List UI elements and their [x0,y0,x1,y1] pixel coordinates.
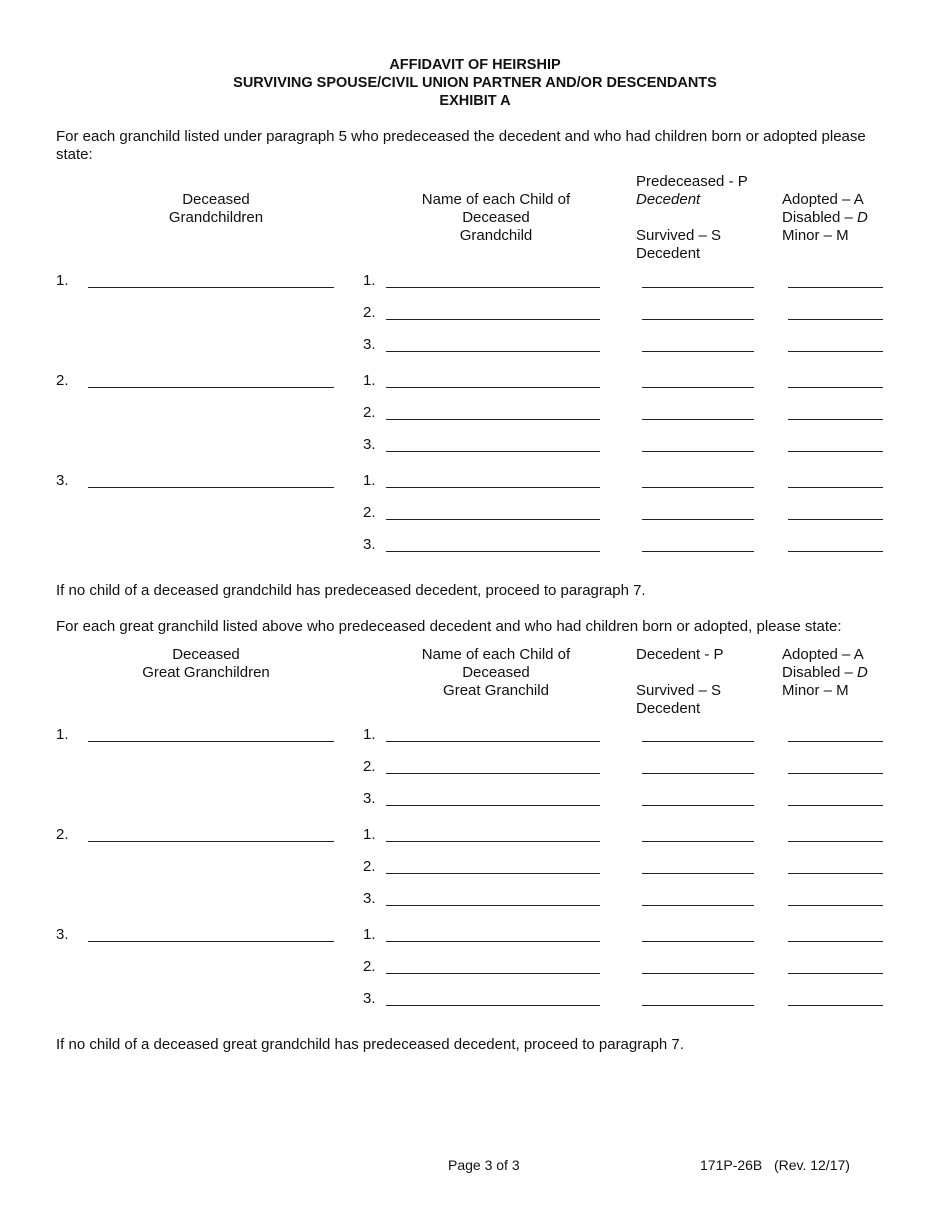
deceased-name-field[interactable] [88,387,334,388]
section1-col-deceased [116,191,316,227]
flags-field[interactable] [788,841,883,842]
section2-intro: For each great granchild listed above who predeceased decedent and who had children born or adopted, please state: [56,618,842,635]
child-name-field[interactable] [386,905,600,906]
child-row-number: 1. [363,726,376,743]
flags-field[interactable] [788,741,883,742]
header-text-italic: Decedent [636,191,701,208]
status-field[interactable] [642,287,754,288]
deceased-row-number: 1. [56,726,69,743]
deceased-name-field[interactable] [88,287,334,288]
header-text: Disabled – [782,664,858,681]
child-name-field[interactable] [386,419,600,420]
status-field[interactable] [642,941,754,942]
header-text: Great Granchild [443,682,549,699]
deceased-name-field[interactable] [88,487,334,488]
header-text: Deceased [182,191,250,208]
form-number: 171P-26B (Rev. 12/17) [700,1157,850,1173]
child-name-field[interactable] [386,351,600,352]
section2-col-child-name [396,646,596,700]
section1-col-flags [782,191,868,245]
header-text: Minor – M [782,682,849,699]
header-text: Decedent [636,700,701,717]
child-name-field[interactable] [386,941,600,942]
child-row-number: 3. [363,790,376,807]
child-row-number: 1. [363,272,376,289]
header-text: Decedent [636,245,701,262]
child-name-field[interactable] [386,741,600,742]
header-text: Survived – S [636,682,722,699]
flags-field[interactable] [788,387,883,388]
section2-col-status [636,646,724,718]
header-text [782,664,868,682]
status-field[interactable] [642,805,754,806]
child-row-number: 1. [363,926,376,943]
flags-field[interactable] [788,487,883,488]
child-row-number: 1. [363,826,376,843]
child-name-field[interactable] [386,287,600,288]
flags-field[interactable] [788,519,883,520]
child-name-field[interactable] [386,487,600,488]
child-row-number: 2. [363,758,376,775]
status-field[interactable] [642,319,754,320]
header-text: Deceased [172,646,240,663]
child-row-number: 2. [363,404,376,421]
status-field[interactable] [642,841,754,842]
status-field[interactable] [642,905,754,906]
child-name-field[interactable] [386,773,600,774]
status-field[interactable] [642,451,754,452]
deceased-row-number: 1. [56,272,69,289]
child-name-field[interactable] [386,519,600,520]
title-line-3: EXHIBIT A [439,93,511,109]
section2-col-flags [782,646,868,700]
header-text: Deceased [462,209,530,226]
page-number: Page 3 of 3 [448,1157,520,1173]
status-field[interactable] [642,387,754,388]
status-field[interactable] [642,773,754,774]
section2-note: If no child of a deceased great grandchild has predeceased decedent, proceed to paragraph 7. [56,1036,684,1053]
header-text: Name of each Child of [421,191,571,208]
child-row-number: 3. [363,336,376,353]
child-row-number: 3. [363,890,376,907]
flags-field[interactable] [788,351,883,352]
deceased-name-field[interactable] [88,741,334,742]
child-row-number: 2. [363,858,376,875]
header-text: Adopted – A [782,646,864,663]
flags-field[interactable] [788,973,883,974]
child-name-field[interactable] [386,841,600,842]
section1-intro: For each granchild listed under paragraph 5 who predeceased the decedent and who had children born or adopted please state: [56,128,866,163]
header-text: Predeceased - P [636,173,748,190]
section1-col-status [636,173,748,263]
child-name-field[interactable] [386,319,600,320]
child-name-field[interactable] [386,873,600,874]
deceased-row-number: 3. [56,472,69,489]
header-text: Grandchildren [168,209,264,226]
header-text: Disabled – [782,209,858,226]
header-text: Great Granchildren [142,664,270,681]
child-row-number: 2. [363,504,376,521]
child-name-field[interactable] [386,805,600,806]
child-name-field[interactable] [386,1005,600,1006]
child-row-number: 3. [363,990,376,1007]
title-line-1: AFFIDAVIT OF HEIRSHIP [389,57,561,73]
child-name-field[interactable] [386,387,600,388]
header-text: Minor – M [782,227,849,244]
section1-note: If no child of a deceased grandchild has predeceased decedent, proceed to paragraph 7. [56,582,646,599]
child-row-number: 1. [363,472,376,489]
header-text: Grandchild [459,227,533,244]
header-text: Deceased [462,664,530,681]
status-field[interactable] [642,351,754,352]
header-text [636,191,748,209]
header-text: Name of each Child of [421,646,571,663]
status-field[interactable] [642,487,754,488]
child-row-number: 1. [363,372,376,389]
flags-field[interactable] [788,1005,883,1006]
header-text: Survived – S [636,227,722,244]
header-text-italic: D [857,664,868,681]
flags-field[interactable] [788,941,883,942]
flags-field[interactable] [788,905,883,906]
header-text-italic: D [857,209,868,226]
deceased-row-number: 2. [56,826,69,843]
flags-field[interactable] [788,419,883,420]
status-field[interactable] [642,419,754,420]
child-row-number: 3. [363,436,376,453]
status-field[interactable] [642,873,754,874]
child-row-number: 3. [363,536,376,553]
child-row-number: 2. [363,958,376,975]
child-name-field[interactable] [386,451,600,452]
flags-field[interactable] [788,805,883,806]
title-line-2: SURVIVING SPOUSE/CIVIL UNION PARTNER AND/OR DESCENDANTS [233,75,717,91]
flags-field[interactable] [788,551,883,552]
child-name-field[interactable] [386,973,600,974]
deceased-name-field[interactable] [88,841,334,842]
deceased-name-field[interactable] [88,941,334,942]
deceased-row-number: 2. [56,372,69,389]
header-text: Decedent - P [636,646,724,663]
status-field[interactable] [642,973,754,974]
header-text [782,209,868,227]
child-name-field[interactable] [386,551,600,552]
section1-col-child-name [396,191,596,245]
document-title [0,56,950,110]
child-row-number: 2. [363,304,376,321]
deceased-row-number: 3. [56,926,69,943]
status-field[interactable] [642,519,754,520]
header-text: Adopted – A [782,191,864,208]
flags-field[interactable] [788,873,883,874]
flags-field[interactable] [788,287,883,288]
status-field[interactable] [642,1005,754,1006]
flags-field[interactable] [788,451,883,452]
section2-col-deceased [106,646,306,682]
status-field[interactable] [642,551,754,552]
status-field[interactable] [642,741,754,742]
flags-field[interactable] [788,319,883,320]
flags-field[interactable] [788,773,883,774]
